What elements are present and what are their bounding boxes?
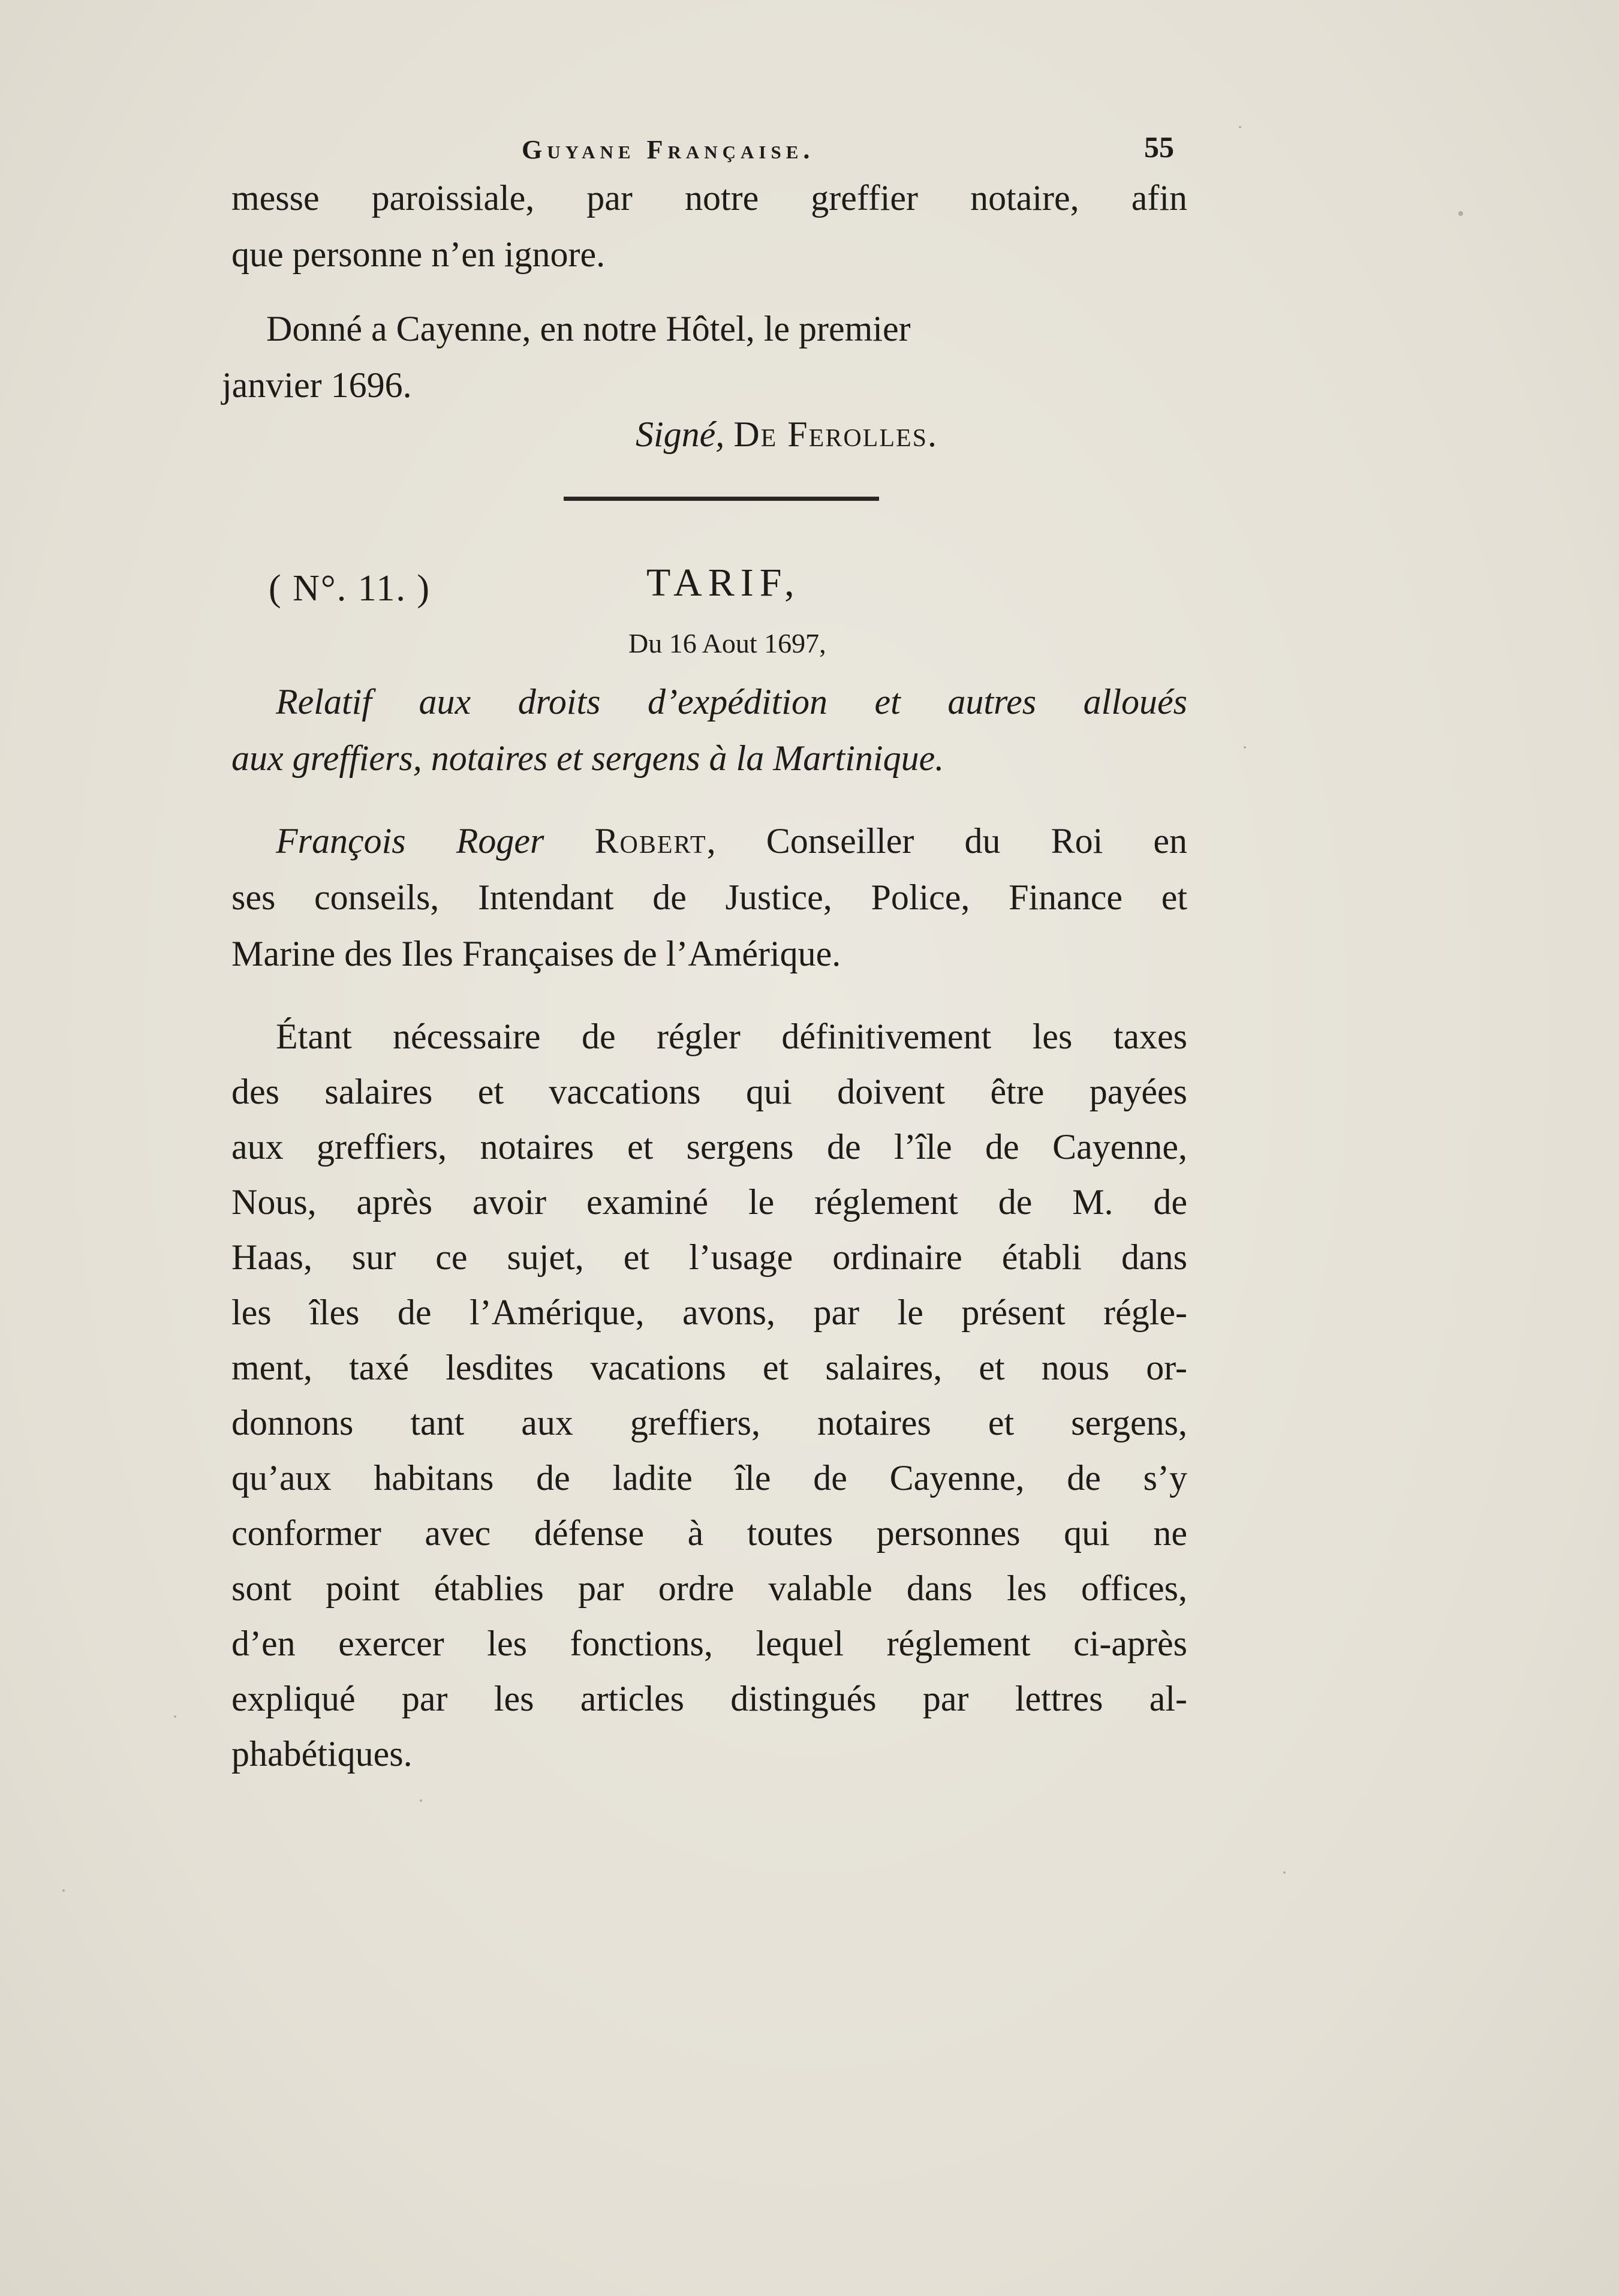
issuer-given-names: François Roger <box>276 821 544 861</box>
paper-speck <box>420 1799 422 1802</box>
paper-speck <box>1458 211 1463 216</box>
body-line: d’en exercer les fonctions, lequel réglement ci-après <box>231 1624 1187 1663</box>
body-line: donnons tant aux greffiers, notaires et sergens, <box>231 1403 1187 1442</box>
closing-line: Donné a Cayenne, en notre Hôtel, le premier <box>266 309 911 348</box>
continuation-line: que personne n’en ignore. <box>231 235 606 274</box>
paper-speck <box>62 1889 65 1892</box>
paper-speck <box>174 1715 176 1718</box>
signature-line <box>636 414 938 455</box>
running-head: Guyane Française. <box>522 135 815 164</box>
body-line: les îles de l’Amérique, avons, par le présent régle- <box>231 1293 1187 1332</box>
article-number: ( N°. 11. ) <box>269 568 431 609</box>
body-line: phabétiques. <box>231 1734 413 1774</box>
page-number: 55 <box>1144 130 1174 164</box>
section-divider <box>564 497 879 501</box>
closing-line: janvier 1696. <box>222 365 412 405</box>
issuer-line <box>276 821 1187 862</box>
body-line: Haas, sur ce sujet, et l’usage ordinaire établi dans <box>231 1237 1187 1277</box>
issuer-line: Marine des Iles Françaises de l’Amérique. <box>231 934 841 973</box>
paper-speck <box>1244 746 1246 749</box>
body-line: conformer avec défense à toutes personnes qui ne <box>231 1513 1187 1553</box>
paper-speck <box>1283 1871 1286 1874</box>
article-subtitle-line: Relatif aux droits d’expédition et autres alloués <box>276 682 1187 722</box>
signatory-name: De Ferolles. <box>733 414 938 454</box>
signed-label: Signé, <box>636 414 725 454</box>
issuer-line: ses conseils, Intendant de Justice, Police, Finance et <box>231 877 1187 917</box>
body-line: Étant nécessaire de régler définitivement les taxes <box>276 1017 1187 1056</box>
body-line: sont point établies par ordre valable dans les offices, <box>231 1568 1187 1608</box>
continuation-line: messe paroissiale, par notre greffier notaire, afin <box>231 178 1187 218</box>
article-subtitle-line: aux greffiers, notaires et sergens à la Martinique. <box>231 738 944 778</box>
article-title: TARIF, <box>646 561 801 605</box>
body-line: des salaires et vaccations qui doivent être payées <box>231 1072 1187 1111</box>
issuer-surname: Robert <box>594 821 707 861</box>
body-line: expliqué par les articles distingués par lettres al- <box>231 1679 1187 1718</box>
body-line: ment, taxé lesdites vacations et salaires, et nous or- <box>231 1348 1187 1387</box>
article-date: Du 16 Aout 1697, <box>628 628 826 659</box>
body-line: Nous, après avoir examiné le réglement de M. de <box>231 1182 1187 1222</box>
body-line: qu’aux habitans de ladite île de Cayenne, de s’y <box>231 1458 1187 1498</box>
body-line: aux greffiers, notaires et sergens de l’île de Cayenne, <box>231 1127 1187 1167</box>
issuer-title: , Conseiller du Roi en <box>706 821 1188 861</box>
paper-speck <box>1239 126 1241 128</box>
